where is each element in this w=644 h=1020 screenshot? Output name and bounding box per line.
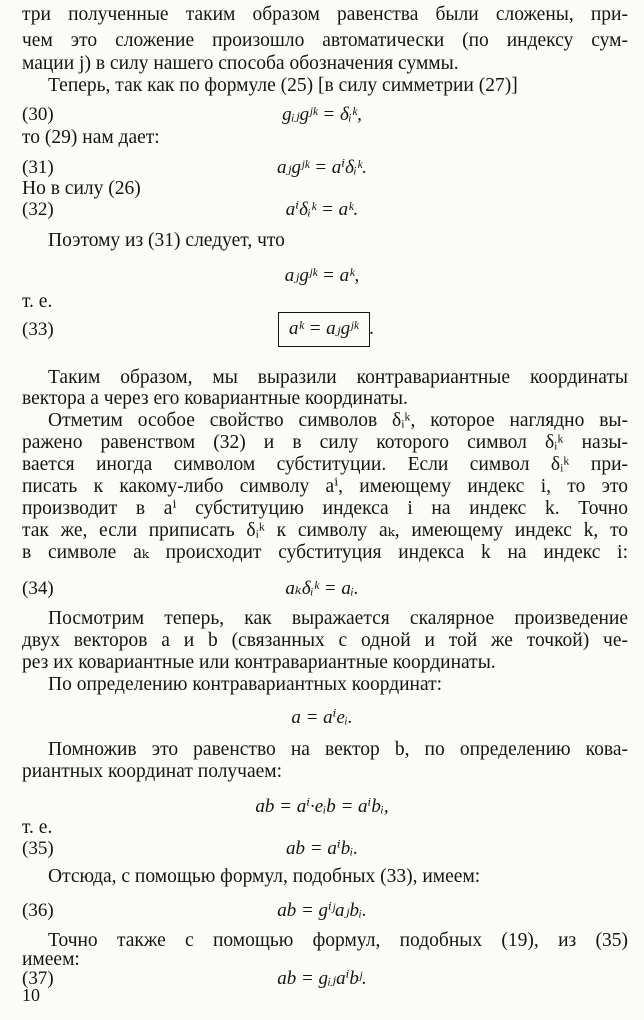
equation-34: aₖδᵢᵏ = aᵢ.	[285, 578, 359, 599]
text-line: Отсюда, с помощью формул, подобных (33), имеем:	[48, 866, 481, 887]
equation-35: ab = aⁱbᵢ.	[286, 838, 358, 859]
equation-37: ab = gᵢⱼaⁱbʲ.	[277, 968, 367, 989]
text-line: двух векторов a и b (связанных с одной и той же точкой) че-	[22, 630, 628, 651]
boxed-equation-33	[278, 312, 374, 347]
text-line: вектора a через его ковариантные координаты.	[22, 388, 408, 409]
text-line: три полученные таким образом равенства были сложены, при-	[22, 4, 628, 25]
equation-number: (32)	[22, 199, 54, 220]
text-line: Помножив это равенство на вектор b, по определению кова-	[48, 739, 628, 760]
equation-33-period: .	[369, 318, 375, 339]
text-line: производит в aⁱ субституцию индекса i на индекс k. Точно	[22, 498, 628, 519]
text-line: Посмотрим теперь, как выражается скалярное произведение	[48, 608, 628, 629]
text-line: мации j) в силу нашего способа обозначения суммы.	[22, 53, 459, 74]
text-line: риантных координат получаем:	[22, 761, 283, 782]
equation-33-box: aᵏ = aⱼgʲᵏ	[278, 312, 370, 347]
page-number: 10	[22, 985, 40, 1005]
equation-number: (37)	[22, 968, 54, 989]
equation-a: a = aⁱeᵢ.	[291, 707, 353, 728]
text-line: в символе aₖ происходит субституция индекса k на индекс i:	[22, 542, 628, 563]
equation-number: (30)	[22, 104, 54, 125]
equation-36: ab = gⁱʲaⱼbᵢ.	[277, 900, 367, 921]
text-line: Таким образом, мы выразили контравариантные координаты	[48, 367, 628, 388]
equation-30: gᵢⱼgʲᵏ = δᵢᵏ,	[282, 104, 362, 125]
text-line: писать к какому-либо символу aⁱ, имеющему индекс i, то это	[22, 476, 628, 497]
text-line: Поэтому из (31) следует, что	[48, 230, 285, 251]
text-line: По определению контравариантных координат:	[48, 674, 443, 695]
text-line: Теперь, так как по формуле (25) [в силу симметрии (27)]	[48, 75, 518, 96]
equation-32: aⁱδᵢᵏ = aᵏ.	[285, 199, 359, 220]
text-line: вается иногда символом субституции. Если символ δᵢᵏ при-	[22, 454, 628, 475]
text-line: Точно также с помощью формул, подобных (19), из (35)	[48, 930, 628, 951]
equation-unnumbered: aⱼgʲᵏ = aᵏ,	[284, 265, 360, 286]
equation-31: aⱼgʲᵏ = aⁱδᵢᵏ.	[276, 157, 368, 178]
equation-number: (34)	[22, 578, 54, 599]
equation-number: (36)	[22, 900, 54, 921]
text-line: то (29) нам дает:	[22, 127, 160, 148]
text-line: т. е.	[22, 291, 53, 312]
equation-number: (33)	[22, 319, 54, 340]
text-line: Отметим особое свойство символов δᵢᵏ, которое наглядно вы-	[48, 410, 628, 431]
text-line: имеем:	[22, 949, 80, 970]
equation-ab: ab = aⁱ·eᵢb = aⁱbᵢ,	[255, 796, 389, 817]
text-line: так же, если приписать δᵢᵏ к символу aₖ, имеющему индекс k, то	[22, 520, 628, 541]
text-line: Но в силу (26)	[22, 178, 141, 199]
text-line: чем это сложение произошло автоматически (по индексу сум-	[22, 30, 628, 51]
text-line: т. е.	[22, 817, 53, 838]
text-line: рез их ковариантные или контравариантные координаты.	[22, 652, 496, 673]
equation-number: (35)	[22, 838, 54, 859]
equation-number: (31)	[22, 157, 54, 178]
text-line: ражено равенством (32) и в силу которого символ δᵢᵏ назы-	[22, 432, 628, 453]
